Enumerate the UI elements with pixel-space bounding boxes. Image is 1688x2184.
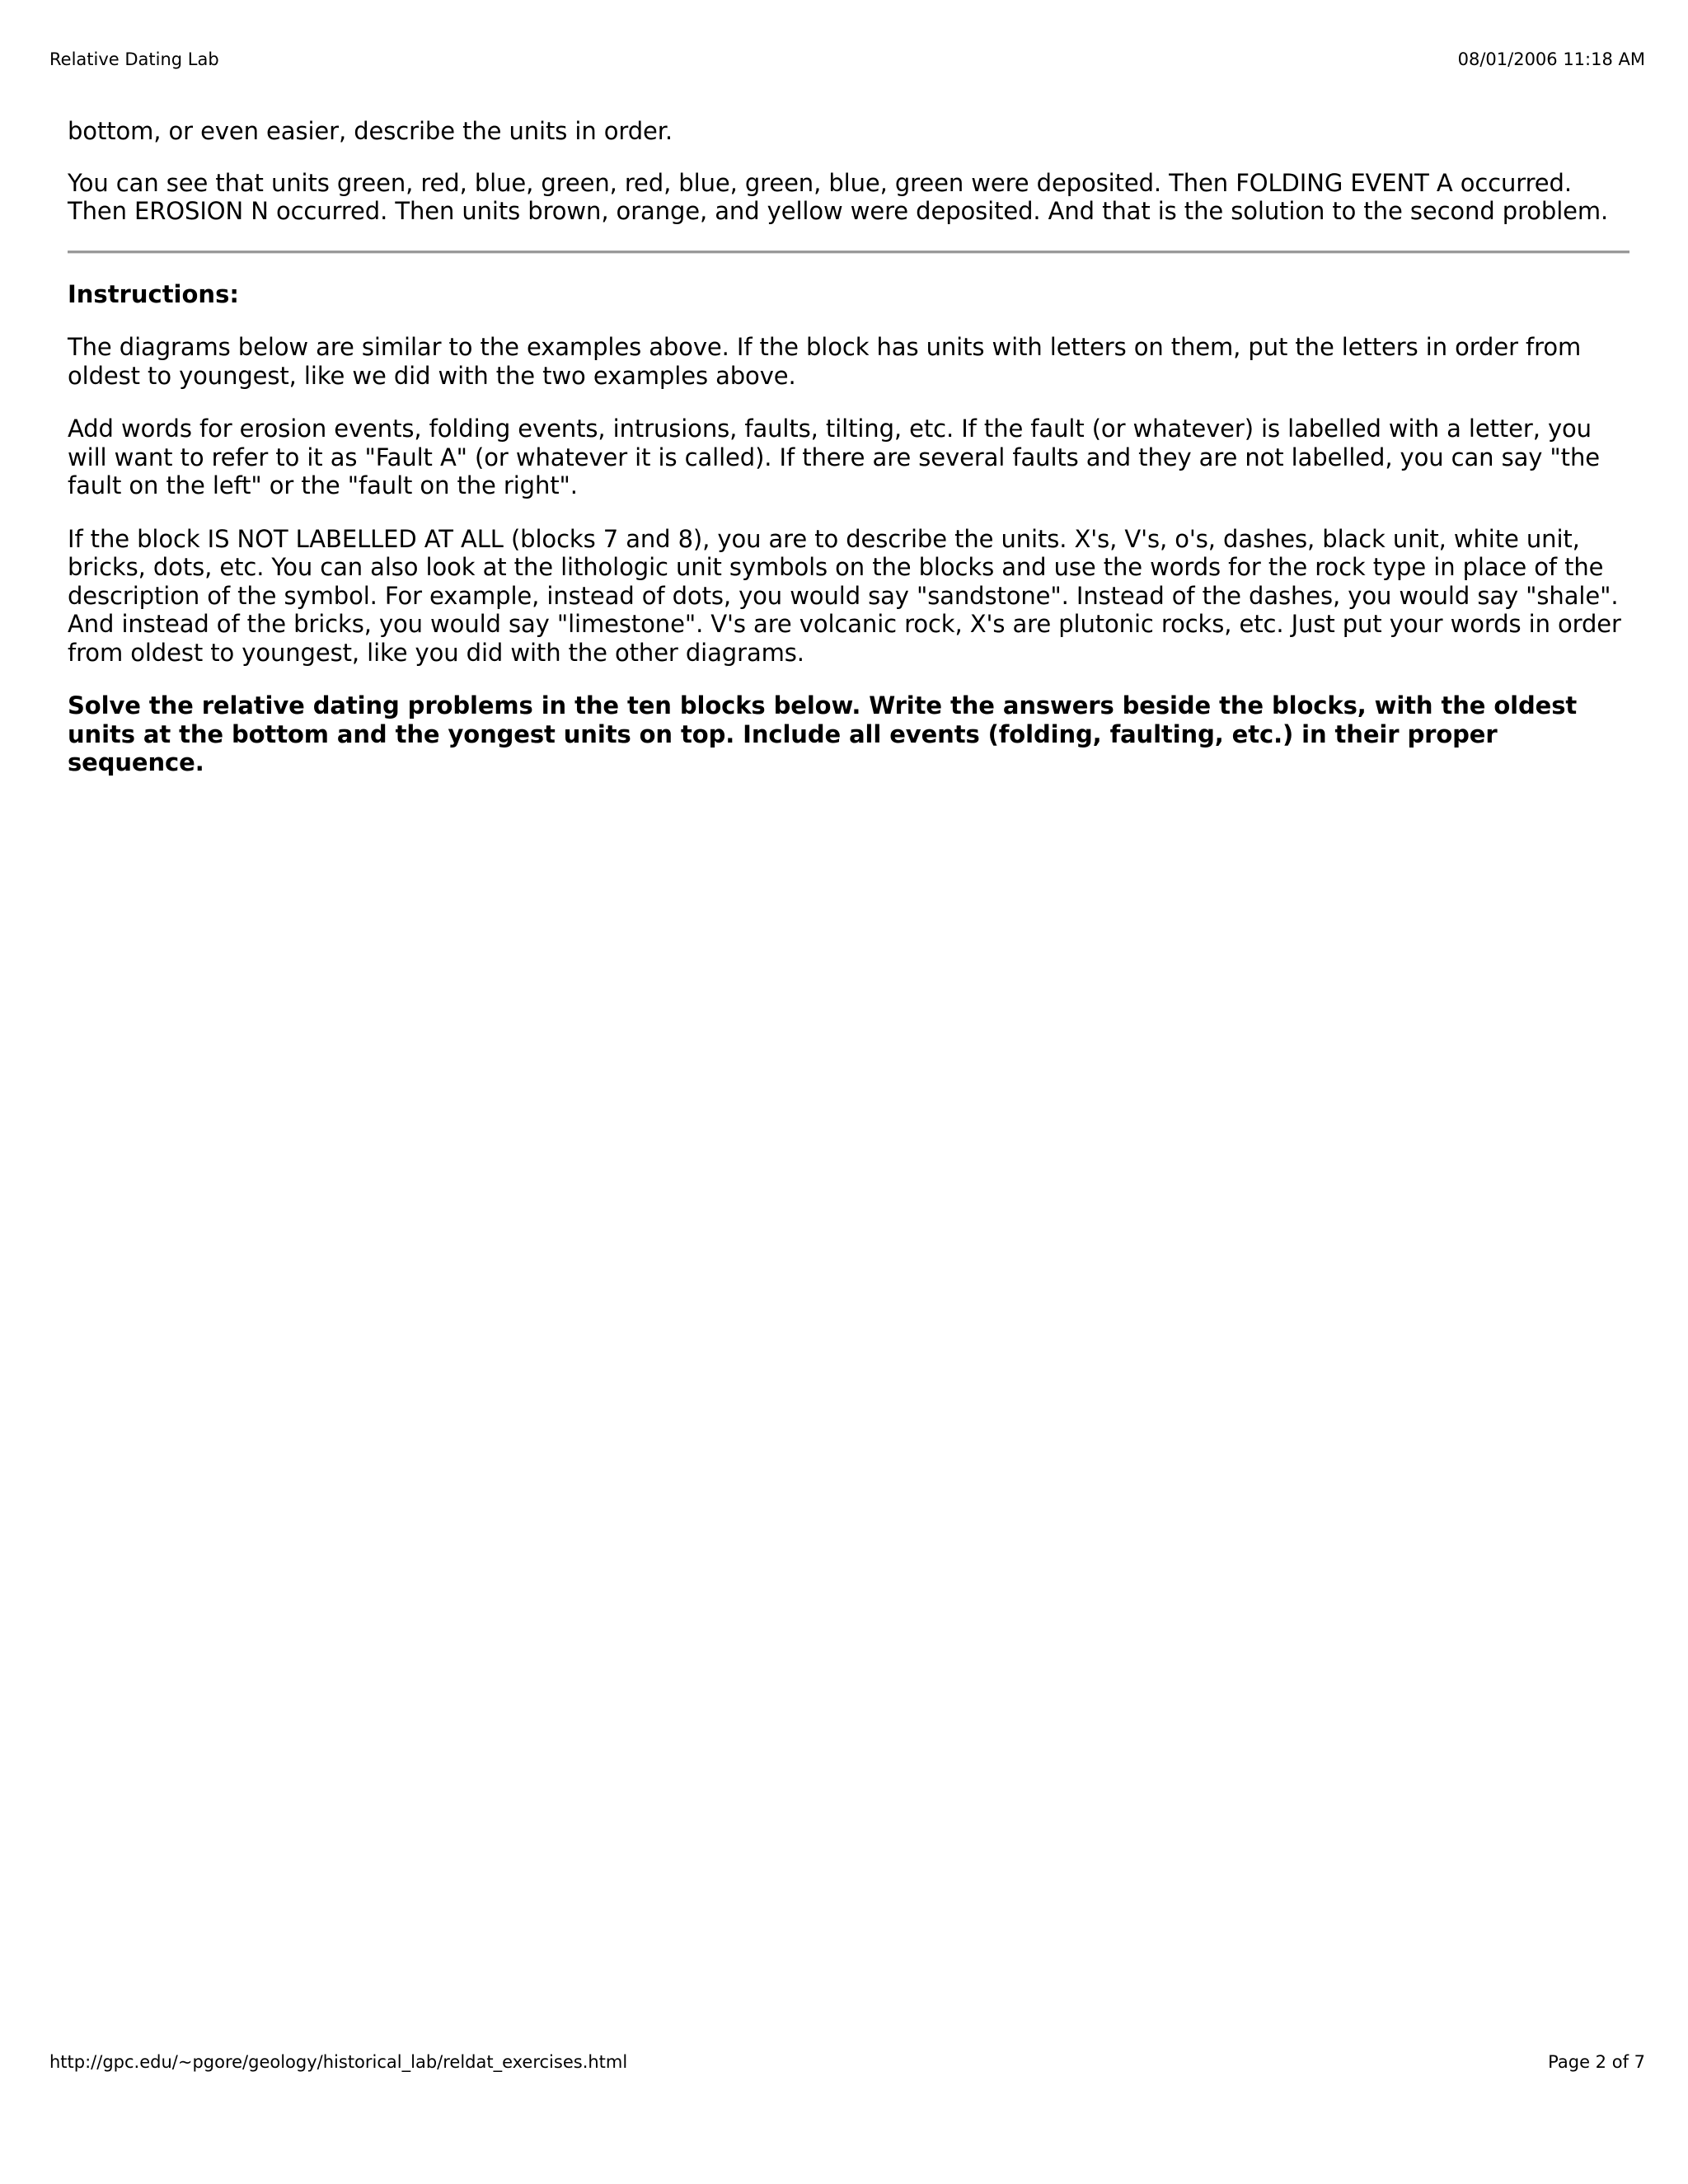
paragraph-bold-instruction: Solve the relative dating problems in the ten blocks below. Write the answers beside the blocks, with the oldest units at the bottom and the yongest units on top. Include all events (folding, faulting, etc.) in their proper sequence. — [68, 691, 1578, 776]
paragraph-second-solution: You can see that units green, red, blue, green, red, blue, green, blue, green were deposited. Then FOLDING EVENT A occurred. Then EROSION N occurred. Then units brown, orange, and yellow were deposited. And that is the solution to the second problem. — [68, 168, 1609, 225]
print-header-datetime: 08/01/2006 11:18 AM — [1457, 49, 1645, 69]
print-footer — [49, 2052, 1645, 2072]
paragraph-instructions-2: Add words for erosion events, folding events, intrusions, faults, tilting, etc. If the fault (or whatever) is labelled with a letter, you will want to refer to it as "Fault A" (or whatever it is called). If there are several faults and they are not labelled, you can say "the fault on the left" or the "fault on the right". — [68, 415, 1600, 499]
paragraph-intro-end: bottom, or even easier, describe the units in order. — [68, 117, 673, 145]
paragraph-instructions-1: The diagrams below are similar to the examples above. If the block has units with letters on them, put the letters in order from oldest to youngest, like we did with the two examples above. — [68, 333, 1582, 390]
paragraph-instructions-3: If the block IS NOT LABELLED AT ALL (blocks 7 and 8), you are to describe the units. X's, V's, o's, dashes, black unit, white unit, bricks, dots, etc. You can also look at the lithologic unit symbols on the blocks and use the words for the rock type in place of the description of the symbol. For example, instead of dots, you would say "sandstone". Instead of the dashes, you would say "shale". And instead of the bricks, you would say "limestone". V's are volcanic rock, X's are plutonic rocks, etc. Just put your words in order from oldest to youngest, like you did with the other diagrams. — [68, 524, 1621, 667]
horizontal-rule — [68, 251, 1629, 254]
print-footer-url: http://gpc.edu/~pgore/geology/historical_lab/reldat_exercises.html — [49, 2052, 628, 2072]
instructions-heading: Instructions: — [68, 279, 239, 308]
print-footer-page: Page 2 of 7 — [1548, 2052, 1645, 2072]
page-content — [68, 117, 1629, 802]
print-header — [49, 49, 1645, 69]
print-header-title: Relative Dating Lab — [49, 49, 219, 69]
